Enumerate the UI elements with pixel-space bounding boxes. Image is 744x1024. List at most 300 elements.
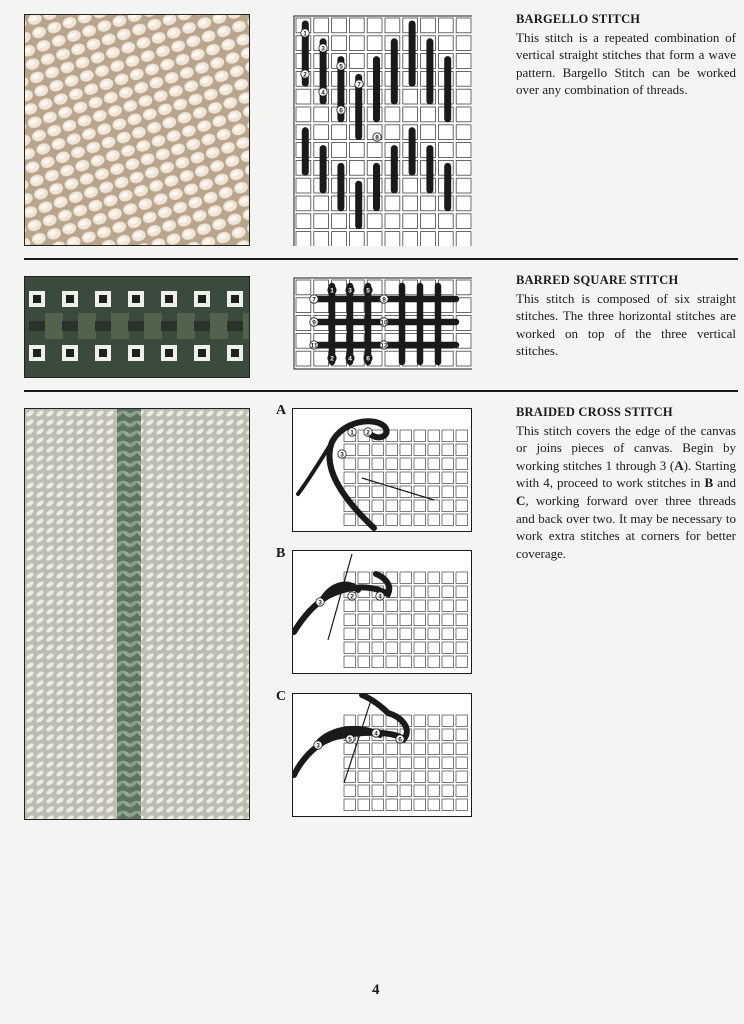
page-number: 4 bbox=[372, 982, 380, 998]
canvas-mesh-hole bbox=[332, 143, 347, 158]
diagram-frame bbox=[293, 694, 472, 817]
canvas-mesh-hole bbox=[358, 628, 370, 640]
motif-center bbox=[33, 295, 41, 303]
canvas-mesh-hole bbox=[421, 232, 436, 246]
canvas-mesh-hole bbox=[400, 642, 412, 654]
canvas-mesh-hole bbox=[456, 743, 468, 755]
step-letter-c: C bbox=[276, 689, 287, 704]
canvas-mesh-hole bbox=[456, 54, 471, 69]
canvas-mesh-hole bbox=[428, 757, 440, 769]
barred-square-photo bbox=[24, 276, 250, 378]
braided-cross-description bbox=[516, 404, 736, 562]
stitch-number: 7 bbox=[357, 81, 361, 89]
canvas-mesh-hole bbox=[428, 472, 440, 484]
canvas-mesh-hole bbox=[358, 444, 370, 456]
canvas-mesh-hole bbox=[385, 280, 400, 295]
canvas-mesh-hole bbox=[414, 729, 426, 741]
canvas-mesh-hole bbox=[403, 196, 418, 211]
canvas-mesh-hole bbox=[428, 486, 440, 498]
canvas-mesh-hole bbox=[456, 715, 468, 727]
canvas-mesh-hole bbox=[296, 178, 311, 193]
canvas-mesh-hole bbox=[442, 656, 454, 668]
canvas-mesh-hole bbox=[456, 472, 468, 484]
canvas-mesh-hole bbox=[428, 628, 440, 640]
canvas-mesh-hole bbox=[400, 771, 412, 783]
canvas-mesh-hole bbox=[442, 430, 454, 442]
stitch-number: 3 bbox=[321, 45, 325, 53]
body-text: , working forward over three threads and back over two. It may be necessary to work extra stitches at corners for better coverage. bbox=[516, 492, 736, 561]
canvas-mesh-hole bbox=[385, 214, 400, 229]
canvas-mesh-hole bbox=[456, 799, 468, 811]
canvas-mesh-hole bbox=[414, 785, 426, 797]
canvas-mesh-hole bbox=[428, 444, 440, 456]
canvas-mesh-hole bbox=[344, 472, 356, 484]
step-letter-a: A bbox=[276, 403, 287, 418]
motif-center bbox=[99, 295, 107, 303]
stitch-number: 11 bbox=[310, 342, 318, 350]
motif-center bbox=[231, 295, 239, 303]
canvas-mesh-hole bbox=[442, 642, 454, 654]
canvas-mesh-hole bbox=[358, 743, 370, 755]
canvas-mesh-hole bbox=[456, 628, 468, 640]
canvas-mesh-hole bbox=[344, 514, 356, 526]
stitch-number: 2 bbox=[350, 593, 354, 601]
motif-bar bbox=[194, 321, 210, 331]
canvas-mesh-hole bbox=[367, 232, 382, 246]
braided-photo-texture bbox=[25, 409, 249, 819]
canvas-mesh-hole bbox=[442, 486, 454, 498]
canvas-mesh-hole bbox=[386, 628, 398, 640]
braided-grid-b bbox=[292, 550, 472, 674]
canvas-mesh-hole bbox=[314, 232, 329, 246]
canvas-mesh-hole bbox=[372, 500, 384, 512]
canvas-mesh-hole bbox=[386, 472, 398, 484]
canvas-mesh-hole bbox=[358, 600, 370, 612]
section-divider bbox=[24, 390, 738, 392]
canvas-mesh-hole bbox=[428, 514, 440, 526]
canvas-mesh-hole bbox=[428, 715, 440, 727]
motif-center bbox=[66, 295, 74, 303]
canvas-mesh-hole bbox=[314, 196, 329, 211]
canvas-mesh-hole bbox=[358, 572, 370, 584]
canvas-mesh-hole bbox=[456, 280, 471, 295]
canvas-mesh-hole bbox=[332, 36, 347, 51]
motif-bar bbox=[62, 321, 78, 331]
canvas-mesh-hole bbox=[400, 785, 412, 797]
canvas-mesh-hole bbox=[367, 214, 382, 229]
canvas-mesh-hole bbox=[349, 18, 364, 33]
canvas-mesh-hole bbox=[367, 143, 382, 158]
canvas-mesh-hole bbox=[456, 586, 468, 598]
canvas-mesh-hole bbox=[344, 785, 356, 797]
barred-grid bbox=[292, 276, 472, 372]
canvas-mesh-hole bbox=[414, 500, 426, 512]
canvas-mesh-hole bbox=[428, 458, 440, 470]
canvas-mesh-hole bbox=[349, 232, 364, 246]
canvas-mesh-hole bbox=[414, 458, 426, 470]
canvas-mesh-hole bbox=[428, 771, 440, 783]
canvas-mesh-hole bbox=[400, 743, 412, 755]
bargello-stitch-diagram bbox=[292, 14, 472, 246]
canvas-mesh-hole bbox=[421, 196, 436, 211]
canvas-mesh-hole bbox=[442, 572, 454, 584]
canvas-mesh-hole bbox=[385, 18, 400, 33]
canvas-mesh-hole bbox=[386, 799, 398, 811]
canvas-mesh-hole bbox=[456, 500, 468, 512]
canvas-mesh-hole bbox=[456, 642, 468, 654]
canvas-mesh-hole bbox=[344, 458, 356, 470]
canvas-mesh-hole bbox=[400, 514, 412, 526]
canvas-mesh-hole bbox=[456, 572, 468, 584]
canvas-mesh-hole bbox=[386, 785, 398, 797]
stitch-number: 5 bbox=[366, 287, 370, 295]
section-title: BARRED SQUARE STITCH bbox=[516, 273, 679, 287]
canvas-mesh-hole bbox=[428, 614, 440, 626]
canvas-mesh-hole bbox=[386, 743, 398, 755]
canvas-mesh-hole bbox=[403, 214, 418, 229]
canvas-mesh-hole bbox=[428, 642, 440, 654]
canvas-mesh-hole bbox=[385, 351, 400, 366]
canvas-mesh-hole bbox=[358, 614, 370, 626]
canvas-mesh-hole bbox=[414, 757, 426, 769]
braided-grid-c bbox=[292, 693, 472, 817]
stitch-number: 3 bbox=[348, 287, 352, 295]
stitch-number: 1 bbox=[330, 287, 334, 295]
canvas-mesh-hole bbox=[400, 757, 412, 769]
canvas-mesh-hole bbox=[456, 107, 471, 122]
canvas-mesh-hole bbox=[456, 444, 468, 456]
bargello-stitch-photo bbox=[24, 14, 250, 246]
canvas-mesh-hole bbox=[372, 486, 384, 498]
canvas-mesh-hole bbox=[438, 125, 453, 140]
stitch-number: 8 bbox=[375, 134, 379, 142]
canvas-mesh-hole bbox=[428, 500, 440, 512]
canvas-mesh-hole bbox=[349, 143, 364, 158]
canvas-mesh-hole bbox=[296, 89, 311, 104]
section-body bbox=[516, 422, 736, 563]
canvas-mesh-hole bbox=[414, 715, 426, 727]
canvas-mesh-hole bbox=[414, 514, 426, 526]
canvas-mesh-hole bbox=[421, 107, 436, 122]
canvas-mesh-hole bbox=[442, 500, 454, 512]
braided-diagram-a bbox=[292, 408, 472, 532]
canvas-mesh-hole bbox=[403, 232, 418, 246]
canvas-mesh-hole bbox=[414, 771, 426, 783]
stitch-number: 9 bbox=[312, 319, 316, 327]
canvas-mesh-hole bbox=[296, 316, 311, 331]
canvas-mesh-hole bbox=[344, 600, 356, 612]
stitch-number: 12 bbox=[380, 342, 388, 350]
canvas-mesh-hole bbox=[314, 125, 329, 140]
motif-center bbox=[99, 349, 107, 357]
canvas-mesh-hole bbox=[442, 771, 454, 783]
canvas-mesh-hole bbox=[414, 642, 426, 654]
canvas-mesh-hole bbox=[442, 614, 454, 626]
canvas-mesh-hole bbox=[403, 107, 418, 122]
section-title: BRAIDED CROSS STITCH bbox=[516, 405, 673, 419]
canvas-mesh-hole bbox=[372, 642, 384, 654]
canvas-mesh-hole bbox=[414, 799, 426, 811]
canvas-mesh-hole bbox=[400, 586, 412, 598]
ref-a: A bbox=[674, 457, 684, 473]
canvas-mesh-hole bbox=[400, 799, 412, 811]
canvas-mesh-hole bbox=[456, 36, 471, 51]
motif-bar bbox=[177, 313, 195, 339]
canvas-mesh-hole bbox=[456, 600, 468, 612]
ref-c: C bbox=[516, 492, 526, 508]
canvas-mesh-hole bbox=[386, 514, 398, 526]
canvas-mesh-hole bbox=[414, 614, 426, 626]
motif-center bbox=[33, 349, 41, 357]
motif-bar bbox=[144, 313, 162, 339]
canvas-mesh-hole bbox=[372, 743, 384, 755]
stitch-number: 6 bbox=[398, 736, 402, 744]
canvas-mesh-hole bbox=[442, 600, 454, 612]
stitch-number: 4 bbox=[378, 593, 382, 601]
canvas-mesh-hole bbox=[314, 18, 329, 33]
stitch-number: 2 bbox=[330, 355, 334, 363]
canvas-mesh-hole bbox=[456, 514, 468, 526]
stitch-number: 7 bbox=[312, 296, 316, 304]
braided-diagram-c bbox=[292, 693, 472, 817]
canvas-mesh-hole bbox=[386, 757, 398, 769]
canvas-mesh-hole bbox=[456, 71, 471, 86]
canvas-mesh-hole bbox=[386, 444, 398, 456]
stitch-number: 6 bbox=[339, 107, 343, 115]
canvas-mesh-hole bbox=[385, 196, 400, 211]
canvas-mesh-hole bbox=[438, 214, 453, 229]
canvas-mesh-hole bbox=[442, 715, 454, 727]
stitch-number: 3 bbox=[318, 599, 322, 607]
canvas-mesh-hole bbox=[456, 351, 471, 366]
canvas-mesh-hole bbox=[372, 458, 384, 470]
canvas-mesh-hole bbox=[428, 430, 440, 442]
braided-cross-photo bbox=[24, 408, 250, 820]
canvas-mesh-hole bbox=[296, 232, 311, 246]
motif-bar bbox=[227, 321, 243, 331]
canvas-mesh-hole bbox=[403, 178, 418, 193]
ref-b: B bbox=[704, 475, 714, 491]
canvas-mesh-hole bbox=[296, 351, 311, 366]
canvas-mesh-hole bbox=[438, 143, 453, 158]
canvas-mesh-hole bbox=[372, 444, 384, 456]
canvas-mesh-hole bbox=[386, 642, 398, 654]
canvas-mesh-hole bbox=[456, 143, 471, 158]
motif-center bbox=[165, 349, 173, 357]
canvas-mesh-hole bbox=[456, 125, 471, 140]
motif-bar bbox=[95, 321, 111, 331]
motif-bar bbox=[210, 313, 228, 339]
canvas-mesh-hole bbox=[386, 771, 398, 783]
canvas-mesh-hole bbox=[400, 600, 412, 612]
barred-square-description bbox=[516, 272, 736, 360]
stitch-number: 5 bbox=[348, 736, 352, 744]
motif-center bbox=[198, 295, 206, 303]
braided-diagram-b bbox=[292, 550, 472, 674]
canvas-mesh-hole bbox=[456, 430, 468, 442]
canvas-mesh-hole bbox=[332, 232, 347, 246]
canvas-mesh-hole bbox=[442, 586, 454, 598]
canvas-mesh-hole bbox=[456, 160, 471, 175]
canvas-mesh-hole bbox=[414, 572, 426, 584]
canvas-mesh-hole bbox=[456, 614, 468, 626]
canvas-mesh-hole bbox=[456, 458, 468, 470]
canvas-mesh-hole bbox=[372, 757, 384, 769]
section-body: This stitch is a repeated combination of vertical straight stitches that form a wave pattern. Bargello Stitch can be worked over any combination of threads. bbox=[516, 29, 736, 98]
motif-bar bbox=[29, 321, 45, 331]
canvas-mesh-hole bbox=[372, 785, 384, 797]
canvas-mesh-hole bbox=[385, 125, 400, 140]
canvas-mesh-hole bbox=[344, 799, 356, 811]
canvas-mesh-hole bbox=[456, 232, 471, 246]
motif-center bbox=[132, 295, 140, 303]
body-text: ). Starting with 4, proceed to work stitches in bbox=[516, 457, 736, 491]
canvas-mesh-hole bbox=[358, 757, 370, 769]
motif-bar bbox=[78, 313, 96, 339]
canvas-mesh-hole bbox=[358, 799, 370, 811]
canvas-mesh-hole bbox=[414, 430, 426, 442]
canvas-mesh-hole bbox=[314, 351, 329, 366]
bargello-photo-texture bbox=[25, 15, 249, 245]
canvas-mesh-hole bbox=[456, 729, 468, 741]
canvas-mesh-hole bbox=[456, 18, 471, 33]
canvas-mesh-hole bbox=[456, 771, 468, 783]
section-divider bbox=[24, 258, 738, 260]
canvas-mesh-hole bbox=[456, 214, 471, 229]
canvas-mesh-hole bbox=[296, 298, 311, 313]
canvas-mesh-hole bbox=[314, 214, 329, 229]
barred-photo-texture bbox=[25, 277, 249, 377]
canvas-mesh-hole bbox=[414, 656, 426, 668]
motif-bar bbox=[45, 313, 63, 339]
canvas-mesh-hole bbox=[456, 486, 468, 498]
canvas-mesh-hole bbox=[386, 614, 398, 626]
stitch-number: 1 bbox=[303, 30, 307, 38]
canvas-mesh-hole bbox=[442, 743, 454, 755]
section-body: This stitch is composed of six straight stitches. The three horizontal stitches are worked on top of the three vertical stitches. bbox=[516, 290, 736, 359]
canvas-mesh-hole bbox=[332, 214, 347, 229]
canvas-mesh-hole bbox=[344, 656, 356, 668]
motif-center bbox=[66, 349, 74, 357]
canvas-mesh-hole bbox=[400, 472, 412, 484]
motif-center bbox=[198, 349, 206, 357]
canvas-mesh-hole bbox=[372, 600, 384, 612]
motif-bar bbox=[128, 321, 144, 331]
canvas-mesh-hole bbox=[442, 785, 454, 797]
canvas-mesh-hole bbox=[456, 656, 468, 668]
canvas-mesh-hole bbox=[414, 600, 426, 612]
canvas-mesh-hole bbox=[442, 757, 454, 769]
motif-center bbox=[132, 349, 140, 357]
canvas-mesh-hole bbox=[372, 799, 384, 811]
stitch-number: 8 bbox=[382, 296, 386, 304]
canvas-mesh-hole bbox=[358, 785, 370, 797]
canvas-mesh-hole bbox=[400, 430, 412, 442]
canvas-mesh-hole bbox=[296, 333, 311, 348]
canvas-mesh-hole bbox=[372, 628, 384, 640]
canvas-mesh-hole bbox=[296, 280, 311, 295]
canvas-mesh-hole bbox=[456, 785, 468, 797]
canvas-mesh-hole bbox=[386, 458, 398, 470]
stitch-number: 1 bbox=[350, 429, 354, 437]
braided-grid-a bbox=[292, 408, 472, 532]
stitch-number: 4 bbox=[374, 730, 378, 738]
canvas-mesh-hole bbox=[428, 572, 440, 584]
canvas-mesh-hole bbox=[349, 160, 364, 175]
motif-center bbox=[231, 349, 239, 357]
canvas-mesh-hole bbox=[428, 600, 440, 612]
motif-center bbox=[165, 295, 173, 303]
canvas-mesh-hole bbox=[456, 196, 471, 211]
stitch-number: 5 bbox=[339, 63, 343, 71]
canvas-mesh-hole bbox=[400, 500, 412, 512]
canvas-mesh-hole bbox=[428, 729, 440, 741]
canvas-mesh-hole bbox=[372, 771, 384, 783]
canvas-mesh-hole bbox=[428, 799, 440, 811]
stitch-number: 4 bbox=[321, 89, 325, 97]
stitch-number: 2 bbox=[366, 429, 370, 437]
canvas-mesh-hole bbox=[358, 472, 370, 484]
bargello-description bbox=[516, 11, 736, 99]
canvas-mesh-hole bbox=[438, 36, 453, 51]
canvas-mesh-hole bbox=[296, 107, 311, 122]
body-text: This stitch covers the edge of the canvas or joins pieces of canvas. Begin by working stitches 1 through 3 ( bbox=[516, 422, 736, 473]
canvas-mesh-hole bbox=[372, 656, 384, 668]
canvas-mesh-hole bbox=[386, 656, 398, 668]
canvas-mesh-hole bbox=[428, 586, 440, 598]
canvas-mesh-hole bbox=[414, 472, 426, 484]
canvas-mesh-hole bbox=[358, 642, 370, 654]
stitch-number: 4 bbox=[348, 355, 352, 363]
canvas-mesh-hole bbox=[386, 600, 398, 612]
canvas-mesh-hole bbox=[414, 586, 426, 598]
canvas-mesh-hole bbox=[414, 444, 426, 456]
step-letter-b: B bbox=[276, 546, 286, 561]
stitch-number: 10 bbox=[380, 319, 388, 327]
canvas-mesh-hole bbox=[349, 36, 364, 51]
canvas-mesh-hole bbox=[438, 232, 453, 246]
canvas-mesh-hole bbox=[400, 458, 412, 470]
motif-bar bbox=[161, 321, 177, 331]
canvas-mesh-hole bbox=[456, 757, 468, 769]
stitch-number: 2 bbox=[303, 71, 307, 79]
stitch-number: 3 bbox=[316, 742, 320, 750]
canvas-mesh-hole bbox=[421, 125, 436, 140]
section-title: BARGELLO STITCH bbox=[516, 12, 641, 26]
canvas-mesh-hole bbox=[332, 18, 347, 33]
canvas-mesh-hole bbox=[372, 715, 384, 727]
bargello-grid bbox=[292, 14, 472, 246]
canvas-mesh-hole bbox=[372, 614, 384, 626]
canvas-mesh-hole bbox=[344, 614, 356, 626]
canvas-mesh-hole bbox=[314, 107, 329, 122]
barred-square-diagram bbox=[292, 276, 472, 372]
canvas-mesh-hole bbox=[403, 89, 418, 104]
canvas-mesh-hole bbox=[442, 628, 454, 640]
canvas-mesh-hole bbox=[400, 444, 412, 456]
canvas-mesh-hole bbox=[400, 628, 412, 640]
canvas-mesh-hole bbox=[456, 89, 471, 104]
canvas-mesh-hole bbox=[428, 743, 440, 755]
canvas-mesh-hole bbox=[367, 18, 382, 33]
body-text: and bbox=[713, 475, 736, 491]
canvas-mesh-hole bbox=[367, 36, 382, 51]
canvas-mesh-hole bbox=[428, 785, 440, 797]
canvas-mesh-hole bbox=[344, 642, 356, 654]
canvas-mesh-hole bbox=[344, 628, 356, 640]
canvas-mesh-hole bbox=[349, 54, 364, 69]
canvas-mesh-hole bbox=[314, 280, 329, 295]
